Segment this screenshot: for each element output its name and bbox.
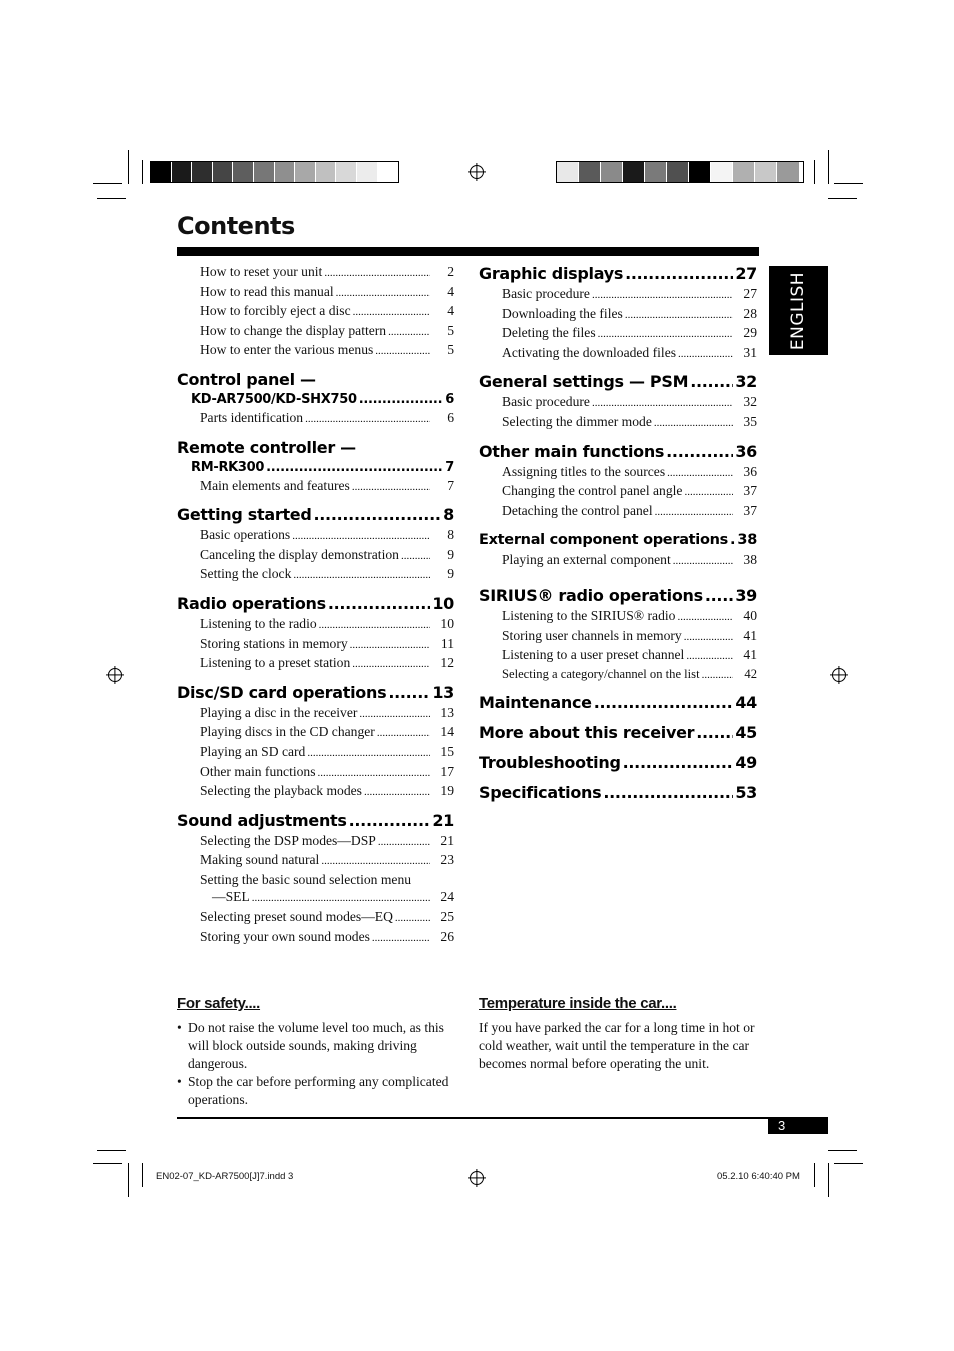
leader-dots: [730, 529, 735, 551]
toc-page-number: 53: [735, 783, 757, 803]
toc-label: RM-RK300: [191, 459, 265, 475]
safety-bullet: • Do not raise the volume level too much, as this will block outside sounds, making driving dangerous.: [177, 1019, 462, 1073]
leader-dots: [666, 441, 733, 463]
toc-page-number: 7: [447, 477, 454, 493]
crop-mark: [828, 198, 857, 199]
leader-dots: [318, 765, 430, 783]
toc-page-number: 2: [447, 264, 454, 279]
toc-label: Selecting a category/channel on the list: [502, 666, 700, 681]
toc-page-number: 4: [447, 283, 454, 299]
leader-dots: [592, 287, 733, 305]
toc-page-number: 9: [447, 546, 454, 562]
leader-dots: [293, 567, 430, 585]
toc-item: [177, 908, 454, 928]
toc-label: How to change the display pattern: [200, 322, 387, 338]
footer-file: EN02-07_KD-AR7500[J]7.indd 3: [156, 1171, 294, 1182]
leader-dots: [684, 484, 733, 502]
toc-section: [479, 371, 757, 393]
crop-mark: [828, 1163, 829, 1197]
toc-label: Basic procedure: [502, 394, 590, 410]
language-tab-label: ENGLISH: [788, 271, 809, 350]
safety-title: For safety....: [177, 995, 261, 1012]
toc-label: Activating the downloaded files: [502, 344, 677, 360]
color-swatch: [733, 162, 755, 182]
toc-item: [177, 763, 454, 783]
toc-section: [479, 692, 757, 714]
leader-dots: [364, 784, 430, 802]
leader-dots: [388, 324, 430, 342]
toc-page-number: 41: [743, 627, 757, 643]
toc-item: [177, 546, 454, 566]
color-swatch: [645, 162, 667, 182]
color-swatch: [667, 162, 689, 182]
toc-item: [479, 463, 757, 483]
toc-item: [479, 607, 757, 627]
toc-page-number: 38: [743, 552, 757, 568]
toc-label: How to enter the various menus: [200, 342, 374, 358]
color-swatch: [579, 162, 601, 182]
leader-dots: [677, 609, 733, 627]
toc-item: [479, 413, 757, 433]
toc-page-number: 27: [735, 264, 757, 283]
toc-page-number: 25: [440, 909, 454, 925]
toc-label: Downloading the files: [502, 305, 623, 321]
toc-item: [177, 871, 454, 889]
toc-label: Playing discs in the CD changer: [200, 724, 375, 740]
toc-label: Making sound natural: [200, 852, 320, 868]
toc-page-number: 36: [743, 463, 757, 479]
page-number: 3: [768, 1118, 828, 1134]
toc-page-number: 19: [440, 783, 454, 799]
toc-page-number: 35: [743, 413, 757, 429]
temperature-title: Temperature inside the car....: [479, 995, 677, 1012]
toc-section: [479, 585, 757, 607]
toc-page-number: 17: [440, 763, 454, 779]
toc-item: [177, 341, 454, 361]
toc-page-number: 42: [744, 666, 757, 681]
toc-page-number: 14: [440, 724, 454, 740]
toc-section-heading: [177, 369, 454, 391]
toc-label: Control panel —: [177, 369, 316, 389]
crop-mark: [828, 1150, 857, 1151]
toc-page-number: 23: [440, 852, 454, 868]
toc-label: Playing a disc in the receiver: [200, 704, 358, 720]
toc-label: Getting started: [177, 505, 312, 525]
toc-label: Basic procedure: [502, 286, 590, 301]
toc-label: General settings — PSM: [479, 372, 689, 392]
toc-label: Sound adjustments: [177, 810, 347, 830]
leader-dots: [349, 810, 431, 832]
toc-label: Selecting preset sound modes—EQ: [200, 909, 393, 925]
leader-dots: [375, 343, 430, 361]
crop-mark: [834, 183, 863, 184]
toc-label: Main elements and features: [200, 477, 350, 493]
toc-item: [177, 409, 454, 429]
toc-page-number: 49: [735, 753, 757, 773]
leader-dots: [359, 706, 430, 724]
toc-page-number: 15: [440, 743, 454, 759]
toc-label: Graphic displays: [479, 264, 624, 283]
toc-item: [479, 627, 757, 647]
leader-dots: [690, 371, 733, 393]
leader-dots: [684, 629, 733, 647]
toc-item: [177, 723, 454, 743]
toc-page-number: 21: [432, 810, 454, 830]
safety-body: [177, 1019, 462, 1109]
toc-page-number: 40: [743, 607, 757, 623]
toc-item: [177, 851, 454, 871]
leader-dots: [307, 745, 430, 763]
leader-dots: [702, 667, 733, 685]
toc-item: [479, 305, 757, 325]
toc-label: Listening to a user preset channel: [502, 647, 685, 663]
toc-label: Other main functions: [479, 441, 665, 461]
toc-label: How to reset your unit: [200, 264, 323, 279]
toc-label: Listening to a preset station: [200, 655, 351, 671]
toc-section: [479, 782, 757, 804]
toc-label: Remote controller —: [177, 437, 356, 457]
toc-label: Setting the basic sound selection menu: [200, 871, 412, 887]
toc-page-number: 31: [743, 344, 757, 360]
color-swatch: [172, 162, 193, 182]
toc-label: Changing the control panel angle: [502, 483, 683, 499]
toc-section: [479, 722, 757, 744]
toc-label: Selecting the playback modes: [200, 783, 362, 799]
language-tab: [769, 266, 828, 355]
toc-page-number: 37: [743, 483, 757, 499]
color-swatch: [601, 162, 623, 182]
registration-mark-icon: [108, 668, 122, 682]
color-swatch: [755, 162, 777, 182]
toc-page-number: 32: [743, 394, 757, 410]
registration-mark-icon: [470, 1171, 484, 1185]
toc-item: [177, 615, 454, 635]
toc-item: [177, 743, 454, 763]
leader-dots: [305, 411, 430, 429]
color-swatch: [192, 162, 213, 182]
safety-bullet: • Stop the car before performing any complicated operations.: [177, 1073, 462, 1109]
toc-left-column: [177, 263, 454, 947]
color-swatch: [275, 162, 296, 182]
leader-dots: [350, 637, 430, 655]
toc-label: How to forcibly eject a disc: [200, 303, 351, 319]
leader-dots: [352, 656, 430, 674]
toc-page-number: 13: [440, 704, 454, 720]
toc-page-number: 28: [743, 305, 757, 321]
leader-dots: [314, 504, 442, 526]
toc-label: Troubleshooting: [479, 753, 621, 773]
title-rule: [177, 247, 759, 256]
toc-page-number: 13: [432, 682, 454, 702]
toc-page-number: 39: [735, 585, 757, 605]
crop-mark: [93, 183, 122, 184]
toc-label: Playing an external component: [502, 552, 671, 568]
registration-mark-icon: [832, 668, 846, 682]
toc-page-number: 9: [447, 566, 454, 582]
toc-item: [177, 565, 454, 585]
crop-mark: [128, 150, 129, 184]
toc-item: [177, 888, 454, 908]
toc-section: [177, 459, 454, 477]
toc-item: [479, 646, 757, 666]
toc-section: [479, 263, 757, 285]
toc-item: [479, 324, 757, 344]
toc-right-column: [479, 263, 757, 804]
leader-dots: [252, 890, 430, 908]
toc-page-number: 4: [447, 303, 454, 319]
color-swatch: [213, 162, 234, 182]
toc-section: [177, 593, 454, 615]
color-swatch: [623, 162, 645, 182]
leader-dots: [359, 391, 444, 409]
leader-dots: [328, 593, 430, 615]
toc-item: [177, 832, 454, 852]
toc-page-number: 32: [735, 372, 757, 392]
crop-mark: [834, 1163, 863, 1164]
toc-label: Playing an SD card: [200, 743, 306, 759]
crop-mark: [814, 1163, 815, 1187]
toc-label: More about this receiver: [479, 723, 695, 743]
toc-item: [479, 502, 757, 522]
toc-page-number: 5: [447, 322, 454, 338]
toc-item: [177, 302, 454, 322]
leader-dots: [678, 346, 733, 364]
toc-page-number: 12: [440, 655, 454, 671]
leader-dots: [623, 752, 734, 774]
toc-label: Disc/SD card operations: [177, 682, 387, 702]
toc-item: [479, 285, 757, 305]
leader-dots: [667, 465, 733, 483]
toc-page-number: 26: [440, 928, 454, 944]
toc-section: [479, 441, 757, 463]
temperature-body: If you have parked the car for a long time in hot or cold weather, wait until the temperature in the car becomes normal before operating the unit.: [479, 1020, 755, 1071]
crop-mark: [97, 198, 126, 199]
toc-item: [177, 322, 454, 342]
toc-page-number: 11: [440, 635, 454, 651]
toc-item: [177, 704, 454, 724]
leader-dots: [266, 459, 443, 477]
leader-dots: [353, 304, 430, 322]
toc-item: [479, 551, 757, 571]
toc-label: Storing stations in memory: [200, 635, 348, 651]
toc-page-number: 8: [443, 505, 454, 525]
footer-timestamp: 05.2.10 6:40:40 PM: [717, 1171, 800, 1182]
toc-item: [479, 344, 757, 364]
leader-dots: [319, 617, 430, 635]
toc-section-heading: [177, 437, 454, 459]
toc-page-number: 36: [735, 441, 757, 461]
leader-dots: [673, 553, 733, 571]
toc-item: [177, 654, 454, 674]
toc-item: [177, 263, 454, 283]
color-swatch: [316, 162, 337, 182]
leader-dots: [377, 725, 430, 743]
toc-label: External component operations: [479, 532, 728, 549]
toc-page-number: 21: [440, 832, 454, 848]
crop-mark: [142, 1163, 143, 1187]
toc-label: Specifications: [479, 783, 602, 803]
leader-dots: [378, 834, 430, 852]
toc-page-number: 10: [440, 615, 454, 631]
toc-item: [479, 482, 757, 502]
toc-page-number: 24: [440, 889, 454, 905]
color-swatch: [233, 162, 254, 182]
toc-item: [177, 477, 454, 497]
toc-label: Radio operations: [177, 593, 326, 613]
crop-mark: [128, 1163, 129, 1197]
leader-dots: [324, 265, 430, 283]
bottom-rule: [177, 1117, 828, 1119]
leader-dots: [625, 263, 733, 285]
toc-page-number: 10: [432, 593, 454, 613]
toc-page-number: 6: [445, 391, 454, 407]
toc-item: [177, 526, 454, 546]
toc-label: Storing your own sound modes: [200, 928, 370, 944]
toc-label: Assigning titles to the sources: [502, 463, 666, 479]
registration-mark-icon: [470, 165, 484, 179]
toc-page-number: 6: [447, 409, 454, 425]
toc-page-number: 44: [735, 693, 757, 713]
leader-dots: [654, 415, 733, 433]
toc-page-number: 29: [743, 325, 757, 341]
leader-dots: [696, 722, 733, 744]
toc-page-number: 8: [447, 527, 454, 543]
toc-item: [177, 283, 454, 303]
leader-dots: [705, 585, 733, 607]
crop-mark: [93, 1163, 122, 1164]
toc-label: Setting the clock: [200, 566, 292, 582]
toc-label: Selecting the DSP modes—DSP: [200, 832, 376, 848]
toc-label: KD-AR7500/KD-SHX750: [191, 391, 357, 407]
toc-item: [177, 782, 454, 802]
toc-label: SIRIUS® radio operations: [479, 585, 703, 605]
toc-label: Parts identification: [200, 409, 304, 425]
color-calibration-bar-right: [556, 161, 804, 183]
leader-dots: [603, 782, 733, 804]
crop-mark: [828, 150, 829, 184]
toc-label: Listening to the SIRIUS® radio: [502, 607, 676, 623]
leader-dots: [625, 307, 733, 325]
color-calibration-bar-left: [150, 161, 399, 183]
color-swatch: [557, 162, 579, 182]
toc-page-number: 37: [743, 502, 757, 518]
toc-item: [177, 928, 454, 948]
color-swatch: [378, 162, 399, 182]
toc-section: [177, 504, 454, 526]
toc-item: [479, 666, 757, 685]
toc-page-number: 7: [445, 459, 454, 475]
toc-label: Detaching the control panel: [502, 502, 653, 518]
toc-label: Canceling the display demonstration: [200, 546, 399, 562]
toc-section: [177, 810, 454, 832]
toc-label: Selecting the dimmer mode: [502, 413, 652, 429]
leader-dots: [336, 285, 430, 303]
color-swatch: [336, 162, 357, 182]
leader-dots: [352, 479, 430, 497]
toc-label: Basic operations: [200, 527, 291, 543]
toc-label: How to read this manual: [200, 283, 334, 299]
toc-section: [479, 529, 757, 551]
toc-page-number: 5: [447, 342, 454, 358]
color-swatch: [151, 162, 172, 182]
leader-dots: [292, 528, 430, 546]
color-swatch: [295, 162, 316, 182]
leader-dots: [655, 504, 733, 522]
color-swatch: [357, 162, 378, 182]
toc-page-number: 27: [743, 286, 757, 301]
toc-page-number: 41: [743, 647, 757, 663]
leader-dots: [372, 930, 430, 948]
toc-label: —SEL: [212, 889, 250, 905]
color-swatch: [689, 162, 711, 182]
toc-page-number: 45: [735, 723, 757, 743]
crop-mark: [814, 160, 815, 184]
leader-dots: [686, 648, 733, 666]
toc-section: [177, 391, 454, 409]
crop-mark: [142, 160, 143, 184]
leader-dots: [592, 395, 733, 413]
toc-section: [479, 752, 757, 774]
leader-dots: [321, 853, 430, 871]
color-swatch: [711, 162, 733, 182]
leader-dots: [401, 548, 430, 566]
toc-section: [177, 682, 454, 704]
color-swatch: [254, 162, 275, 182]
page-title: Contents: [177, 212, 295, 240]
leader-dots: [594, 692, 734, 714]
leader-dots: [388, 682, 430, 704]
toc-label: Deleting the files: [502, 325, 596, 341]
toc-label: Storing user channels in memory: [502, 627, 682, 643]
toc-item: [479, 393, 757, 413]
leader-dots: [598, 326, 733, 344]
toc-label: Maintenance: [479, 693, 592, 713]
color-swatch: [777, 162, 799, 182]
toc-item: [177, 635, 454, 655]
toc-page-number: 38: [737, 532, 757, 549]
toc-label: Other main functions: [200, 763, 316, 779]
crop-mark: [97, 1150, 126, 1151]
leader-dots: [395, 910, 430, 928]
toc-label: Listening to the radio: [200, 615, 317, 631]
